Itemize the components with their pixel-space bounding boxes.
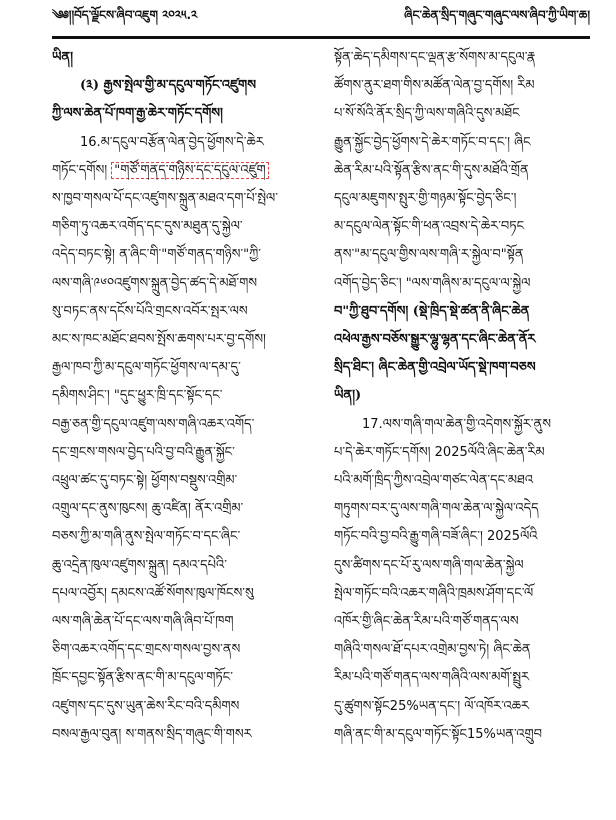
- line-text: དུས་ཚིགས་དང་པོ་རུ་ལས་གཞི་གལ་ཆེན་སྐྱེལ: [334, 557, 524, 573]
- line-text: རྒྱུན་སྐྱོང་བྱེད་ཕྱོགས་དེ་ཆེར་གཏོང་བ་དང་། ཞིང: [334, 134, 531, 150]
- line-text: ཀྱི་ལས་ཆེན་པོ་ཁག་རྒྱ་ཆེར་གཏོང་དགོས།: [52, 106, 223, 122]
- line-text-continued: ལོའི་ཞིང་ཆེན་རིམ: [467, 444, 545, 460]
- line-text: ཡིན།): [334, 388, 362, 404]
- line-text: འགོད་བྱེད་ཅིང་། "ལས་གཞིས་མ་དངུལ་ལ་སྐྱེལ: [334, 275, 531, 291]
- line-text: པའི་མགོ་ཁྲིད་ཀྱིས་འབྲེལ་གཙང་ལེན་དང་མཐའ: [334, 473, 534, 489]
- text-line: [334, 636, 580, 664]
- text-line: [334, 523, 580, 551]
- text-line: [334, 580, 580, 608]
- text-line: [334, 721, 580, 749]
- line-text: བཅས་ཀྱི་མ་གཞི་ནུས་སྤེལ་གཏོང་བ་དང་ཞིང་: [52, 529, 241, 545]
- line-text: སྤེལ་གཏོང་བའི་འཆར་གཞིའི་ཁྲམས་ཤོག་དང་ལོ: [334, 585, 534, 601]
- line-text: ཡིན།: [52, 50, 73, 65]
- text-line: [52, 354, 298, 382]
- text-line: [334, 326, 580, 354]
- line-text: ལས་གཞི་༩༦༠འཛུགས་སྐྲུན་བྱེད་ཚད་དེ་མཐོ་གས: [52, 275, 258, 291]
- inline-number: 2025: [434, 444, 468, 460]
- line-text: བསལ་རྒྱལ་བུན། ས་གནས་སྲིད་གཞུང་གི་གསར: [52, 726, 252, 742]
- text-line: [52, 241, 298, 269]
- header-rule: [52, 36, 590, 39]
- line-text-continued: ལོའི: [520, 529, 538, 545]
- text-line: [52, 467, 298, 495]
- line-text: འཕྲུལ་ཚང་དུ་བཏང་སྟེ། ཕྱོགས་བསྡུས་འགྲིམ་: [52, 473, 238, 489]
- right-column: [334, 44, 580, 816]
- text-line: [334, 664, 580, 692]
- line-text: སུ་བཏང་ནས་དངོས་པོའི་གྲངས་འབོར་སྤར་ལས: [52, 303, 248, 319]
- text-line: [334, 467, 580, 495]
- header-section-title: ཞིང་ཆེན་སྲིད་གཞུང་གཞུང་ལས་ཞིབ་ཀྱི་ཡིག་ཆ།: [404, 8, 590, 22]
- paragraph-number: 17.: [362, 416, 383, 432]
- line-text: གཏོང་བའི་བྱ་བའི་རྒྱུ་གཞི་བཟོ་ཞིང་།: [334, 529, 487, 545]
- text-line: [334, 213, 580, 241]
- text-line: [52, 608, 298, 636]
- page-header: [52, 6, 590, 32]
- text-line: [52, 326, 298, 354]
- text-line: [334, 693, 580, 721]
- line-text: དང་གྲངས་གསལ་བྱེད་པའི་བྱ་བའི་རྒྱུན་སྐྱོང་: [52, 444, 235, 460]
- line-text: གཏུགས་བར་དུ་ལས་གཞི་གལ་ཆེན་ལ་སྐྱེལ་འདེད: [334, 501, 539, 517]
- line-text: ལས་གཞི་ཆེན་པོ་དང་ལས་གཞི་ཞིབ་པོ་ཁག: [52, 614, 234, 630]
- line-text: ལས་གཞི་གལ་ཆེན་གྱི་འདེགས་སྐྱོར་ནུས: [382, 416, 551, 432]
- line-text: འགྲུལ་དང་ནུས་ཁུངས། ཆུ་འཛིན། ནོར་འགྲིམ་: [52, 501, 244, 517]
- text-line: [52, 382, 298, 410]
- line-text: འཛུགས་དང་དུས་ཡུན་ཆེས་རིང་བའི་དམིགས: [52, 698, 240, 714]
- inline-number: 15%: [466, 726, 496, 742]
- text-line: [334, 270, 580, 298]
- text-line: [52, 495, 298, 523]
- line-text: ཁྲོང་དབྱང་སྟོན་རྩིས་ནང་གི་མ་དངུལ་གཏོང་: [52, 670, 233, 686]
- text-line: [52, 439, 298, 467]
- text-line: [52, 636, 298, 664]
- text-line: [52, 100, 298, 128]
- line-text: དངུལ་མཇུགས་སྤུར་གྱི་གཉམ་སྟོང་བྱེད་ཅིང་།: [334, 191, 517, 207]
- left-column: [52, 44, 298, 816]
- paragraph-number: 16.: [80, 134, 101, 150]
- line-text: རིམ་པའི་གཙོ་གནད་ལས་གཞིའི་ལས་མགོ་སྤྲུར: [334, 670, 530, 686]
- text-line: [52, 664, 298, 692]
- line-text: (༣) རྒྱས་སྤེལ་གྱི་མ་དངུལ་གཏོང་འཛུགས: [80, 78, 256, 94]
- text-line: [52, 552, 298, 580]
- text-line: [52, 298, 298, 326]
- text-line: [334, 298, 580, 326]
- line-text: དུ་ཚུགས་སྟོང: [334, 698, 390, 714]
- line-text: མང་ས་ཁང་མཐོང་ཐབས་སྤོས་ཆགས་པར་བྱ་དགོས།: [52, 332, 266, 348]
- line-text: དམིགས་ཤིང་། "དུང་ཕྱུར་ཁྲི་དང་སྟོང་དང་: [52, 388, 223, 404]
- text-line: [52, 157, 298, 185]
- text-line: [334, 439, 580, 467]
- text-line: [334, 44, 580, 72]
- inline-number: 2025: [486, 529, 521, 545]
- line-text: ཆུ་འདྲེན་ཁུལ་འཛུགས་སྐྲུན། དམའ་དཔེའི་: [52, 557, 227, 573]
- text-line: [52, 213, 298, 241]
- text-line: [52, 523, 298, 551]
- line-text: འཕེལ་རྒྱས་བཅོས་སྒྱུར་ལྷུ་ལྷན་དང་ཞིང་ཆེན་ནོར: [334, 332, 536, 348]
- text-line: [334, 552, 580, 580]
- line-text: བརྒྱ་ཅན་གྱི་དངུལ་འཛུག་ལས་གཞི་འཆར་འགོད་: [52, 416, 255, 432]
- text-line: [334, 100, 580, 128]
- text-line: [334, 129, 580, 157]
- line-text: པ་དེ་ཆེར་གཏོང་དགོས།: [334, 444, 435, 460]
- line-text: རྒྱལ་ཁབ་ཀྱི་མ་དངུལ་གཏོང་ཕྱོགས་ལ་དམ་དུ་: [52, 360, 241, 376]
- line-text: གཏོང་དགོས།: [52, 162, 112, 178]
- text-line: [334, 608, 580, 636]
- text-line: [334, 495, 580, 523]
- line-text: སྲིད་ཐིང་། ཞིང་ཆེན་གྱི་འབྲེལ་ཡོད་སྡེ་ཁག་བཅས: [334, 360, 536, 376]
- inline-number: 25%: [389, 698, 419, 714]
- text-line: [52, 185, 298, 213]
- line-text: ཅིག་འཆར་འགོད་དང་གྲངས་གསལ་བྱས་ནས: [52, 642, 241, 658]
- line-text: ཆེན་རིམ་པའི་སྟོན་རྩིས་ནང་གི་དུས་མཐོའི་གྲོན: [334, 162, 529, 178]
- text-line: [334, 185, 580, 213]
- header-journal-title: ༄༅།།བོད་ལྗོངས་ཞིབ་འཇུག ༢༠༢༥.༢: [52, 8, 198, 22]
- line-text: འཁོར་གྱི་ཞིང་ཆེན་རིམ་པའི་གཙོ་གནད་ལས: [334, 614, 519, 630]
- text-line: [52, 411, 298, 439]
- text-line: [334, 241, 580, 269]
- text-line: [334, 72, 580, 100]
- line-text: ཚོགས་ནུར་ཐག་གིས་མཚོན་ལེན་བྱ་དགོས། རིམ: [334, 78, 535, 94]
- line-text: བ"ཀྱི་ཐུབ་དགོས། (སྡེ་ཁྲིད་སྡེ་ཚན་ནི་ཞིང་ཆེན: [334, 303, 530, 319]
- text-line: [52, 72, 298, 100]
- line-text: གཅིག་ཏུ་འཆར་འགོད་དང་དུས་མཐུན་དུ་སྐྱེལ་: [52, 219, 243, 235]
- line-text: མ་དངུལ་བརྩོན་ལེན་བྱེད་ཕྱོགས་དེ་ཆེར: [100, 134, 264, 150]
- line-text-continued: ཡན་འགྲུབ: [495, 726, 542, 742]
- line-text: གཞིའི་གསལ་ཐོ་དཔར་འགྲེམ་བྱས་ཏེ། ཞིང་ཆེན: [334, 642, 531, 658]
- line-text: ས་ཁྱབ་གསལ་པོ་དང་འཛུགས་སྐྲུན་མཐའ་དག་པོ་སྤེལ་: [52, 191, 278, 207]
- line-text: སྟོན་ཆེད་དམིགས་དང་ལྡན་རྩ་སོགས་མ་དངུལ་རྣ: [334, 50, 536, 65]
- text-line: [52, 129, 298, 157]
- text-line: [334, 157, 580, 185]
- text-line: [52, 44, 298, 72]
- line-text: འདེད་བཏང་སྟེ། ན་ཞིང་གི་"གཙོ་གནད་གཉིས་"ཀྱི་: [52, 247, 261, 263]
- text-line: [52, 693, 298, 721]
- line-text: གཞི་ནང་གི་མ་དངུལ་གཏོང་སྟོང: [334, 726, 467, 742]
- text-line: [52, 270, 298, 298]
- line-text: དཔལ་འབྱོར། དམངས་འཚོ་སོགས་ཁུལ་ཁོངས་སུ: [52, 585, 254, 601]
- line-text: ནས་"མ་དངུལ་གྱིས་ལས་གཞི་ར་སྐྱེལ་བ"སྟོན: [334, 247, 524, 263]
- text-line: [334, 382, 580, 410]
- text-line: [334, 411, 580, 439]
- line-text: པ་སོ་སོའི་ནོར་སྲིད་ཀྱི་ལས་གཞིའི་དུས་མཐོང: [334, 106, 520, 122]
- highlighted-phrase: "གཙོ་གནད་གཉིས་དང་དངུལ་འཛུག: [111, 162, 268, 179]
- text-line: [52, 580, 298, 608]
- line-text-continued: ཡན་དང་། ལོ་འཁོར་འཆར: [418, 698, 530, 714]
- line-text: མ་དངུལ་ལེན་སྟོང་གི་ཕན་འབྲས་དེ་ཆེར་བཏང: [334, 219, 525, 235]
- text-line: [52, 721, 298, 749]
- text-line: [334, 354, 580, 382]
